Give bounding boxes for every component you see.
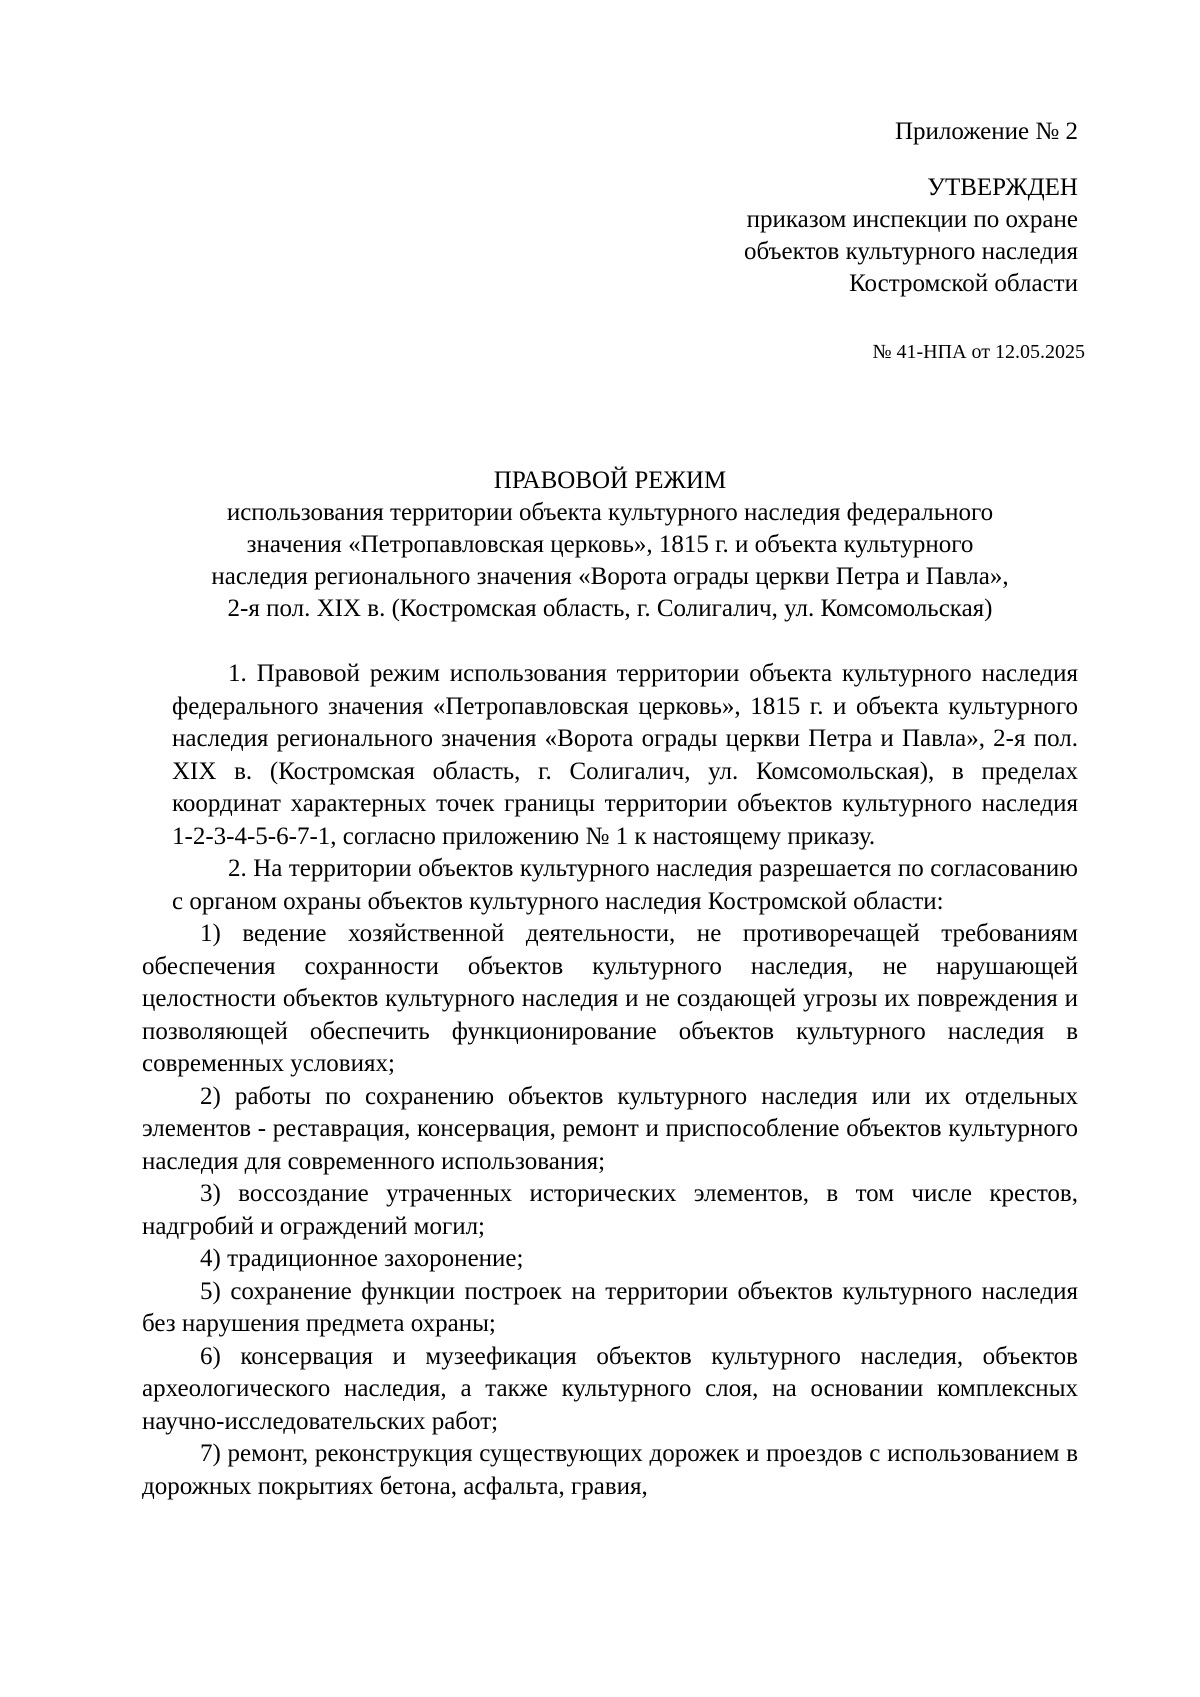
- document-body: [0, 658, 1200, 1503]
- approval-header: [744, 116, 1078, 300]
- list-item-7: 7) ремонт, реконструкция существующих дорожек и проездов с использованием в дорожных покрытиях бетона, асфальта, гравия,: [142, 1440, 1078, 1500]
- title-sub-line-3: наследия регионального значения «Ворота ограды церкви Петра и Павла»,: [211, 563, 1009, 590]
- order-number: № 41-НПА от 12.05.2025: [872, 341, 1085, 363]
- list-item-6: 6) консервация и музеефикация объектов культурного наследия, объектов археологического наследия, а также культурного слоя, на основании комплексных научно-исследовательских работ;: [142, 1342, 1078, 1435]
- approved-label: УТВЕРЖДЕН: [927, 174, 1078, 201]
- paragraph-2: 2. На территории объектов культурного наследия разрешается по согласованию с органом охраны объектов культурного наследия Костромской области:: [172, 855, 1078, 915]
- list-item-5: 5) сохранение функции построек на территории объектов культурного наследия без нарушения предмета охраны;: [142, 1277, 1078, 1337]
- title-main: ПРАВОВОЙ РЕЖИМ: [493, 467, 727, 494]
- title-sub-line-4: 2-я пол. XIX в. (Костромская область, г. Солигалич, ул. Комсомольская): [227, 595, 993, 622]
- list-item-1: 1) ведение хозяйственной деятельности, не противоречащей требованиям обеспечения сохранности объектов культурного наследия, не нарушающей целостности объектов культурного наследия и не создающей угрозы их повреждения и позволяющей обеспечить функционирование объектов культурного наследия в современных условиях;: [142, 920, 1078, 1077]
- appendix-label: Приложение № 2: [894, 118, 1078, 145]
- list-item-2: 2) работы по сохранению объектов культурного наследия или их отдельных элементов - реставрация, консервация, ремонт и приспособление объектов культурного наследия для современного использования;: [142, 1082, 1078, 1175]
- paragraph-1: 1. Правовой режим использования территории объекта культурного наследия федерального значения «Петропавловская церковь», 1815 г. и объекта культурного наследия регионального значения «Ворота ограды церкви Петра и Павла», 2-я пол. XIX в. (Костромская область, г. Солигалич, ул. Комсомольская), в пределах координат характерных точек границы территории объектов культурного наследия 1-2-3-4-5-6-7-1, согласно приложению № 1 к настоящему приказу.: [172, 660, 1078, 850]
- approved-by-line-2: объектов культурного наследия: [744, 238, 1078, 265]
- list-item-4: 4) традиционное захоронение;: [200, 1245, 524, 1272]
- title-sub-line-1: использования территории объекта культурного наследия федерального: [226, 499, 994, 526]
- list-item-3: 3) воссоздание утраченных исторических элементов, в том числе крестов, надгробий и ограждений могил;: [142, 1180, 1078, 1240]
- approved-by-line-3: Костромской области: [849, 270, 1078, 297]
- approved-by-line-1: приказом инспекции по охране: [746, 206, 1078, 233]
- document-title: [150, 465, 1070, 625]
- title-sub-line-2: значения «Петропавловская церковь», 1815 г. и объекта культурного: [246, 531, 974, 558]
